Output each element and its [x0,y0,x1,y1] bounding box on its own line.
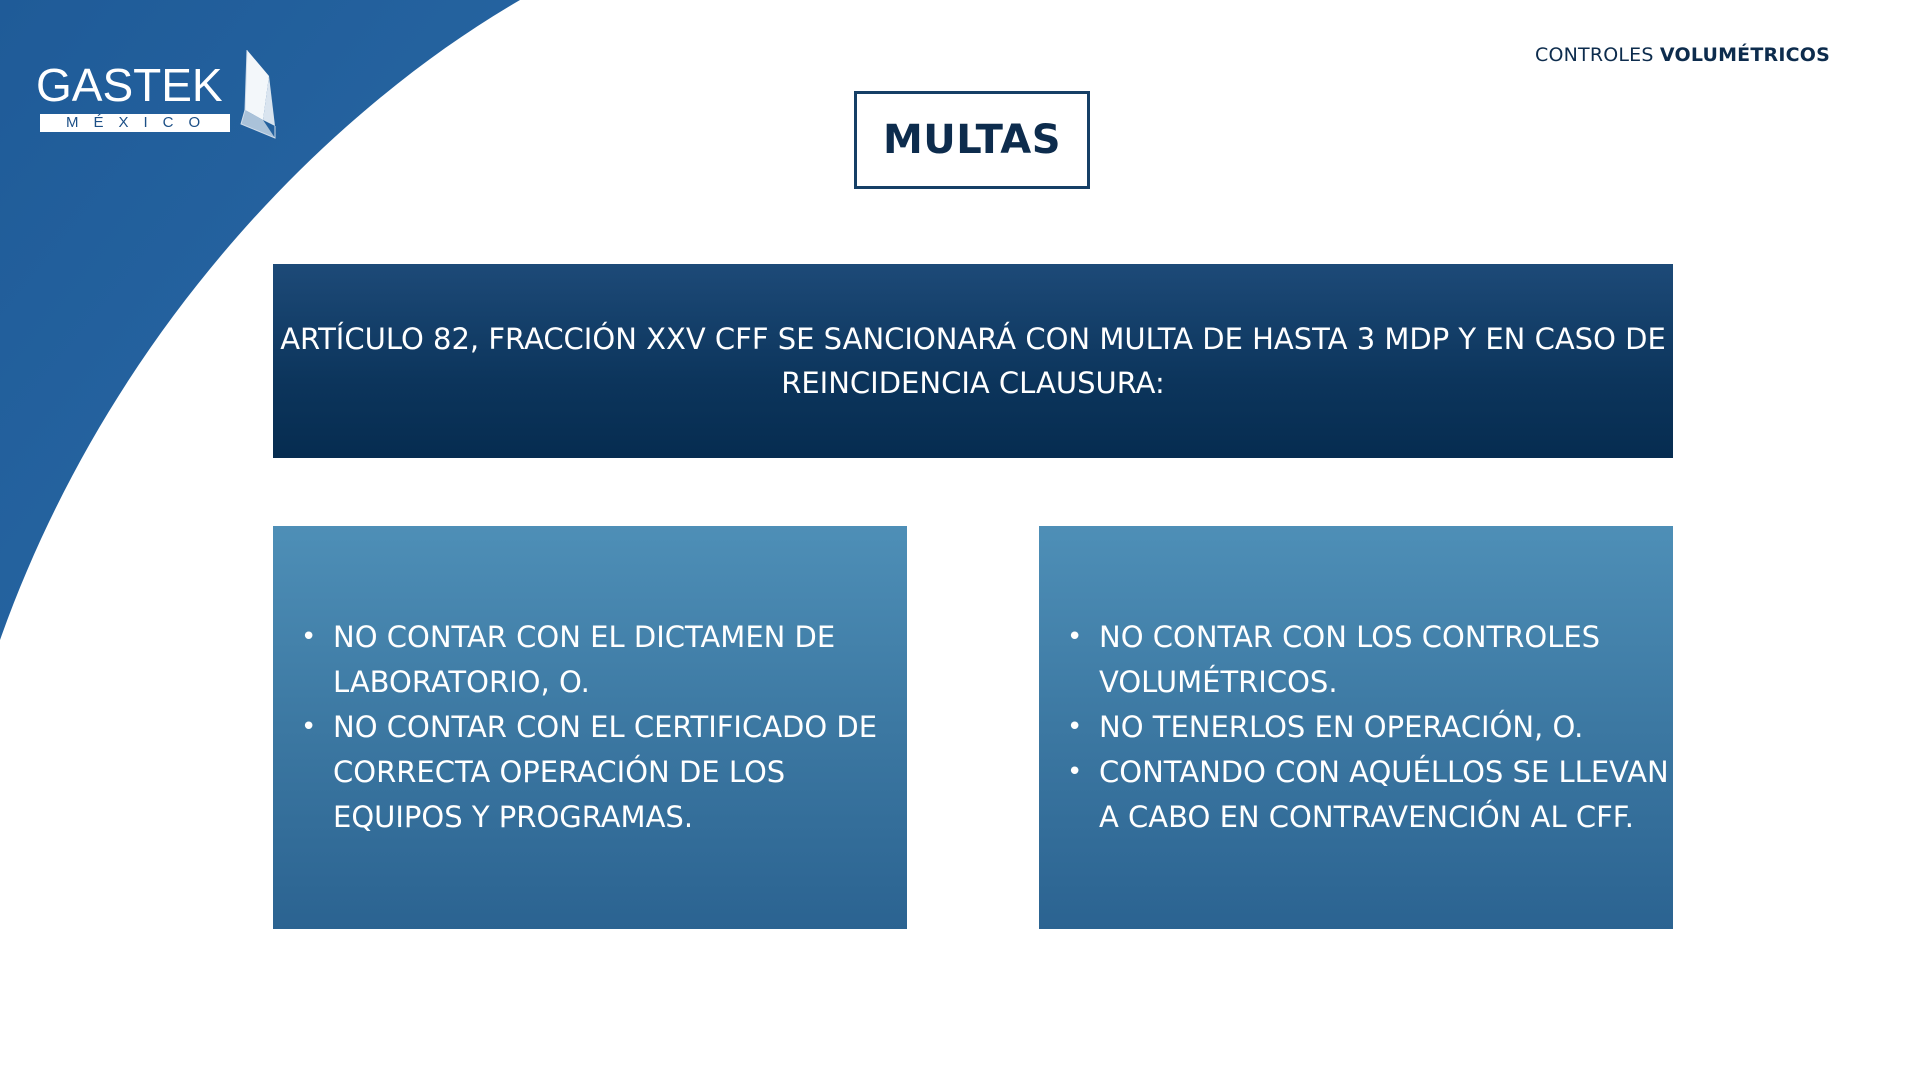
title-box [854,91,1090,189]
page-title: MULTAS [882,117,1062,163]
list-item [1067,750,1673,840]
list-item-text: CONTANDO CON AQUÉLLOS SE LLEVAN A CABO EN CONTRAVENCIÓN AL CFF. [1099,755,1669,834]
list-item [1067,705,1673,750]
left-penalty-list [273,615,907,840]
bullet-icon: • [1067,757,1083,787]
list-item-text: NO CONTAR CON LOS CONTROLES VOLUMÉTRICOS. [1099,620,1601,699]
bullet-icon: • [1067,622,1083,652]
brand-tagline-regular: CONTROLES [1535,44,1660,66]
bullet-icon: • [301,712,317,742]
list-item [1067,615,1673,705]
list-item-text: NO TENERLOS EN OPERACIÓN, O. [1099,710,1584,744]
crystal-icon [239,50,279,140]
list-item-text: NO CONTAR CON EL CERTIFICADO DE CORRECTA OPERACIÓN DE LOS EQUIPOS Y PROGRAMAS. [333,710,878,834]
brand-tagline [1535,44,1830,66]
logo-subtitle: MÉXICO [40,114,230,132]
brand-tagline-bold: VOLUMÉTRICOS [1659,44,1830,66]
bullet-icon: • [1067,712,1083,742]
logo-wordmark: GASTEK [36,59,223,111]
right-penalty-card [1039,526,1673,929]
list-item [301,615,907,705]
list-item [301,705,907,840]
right-penalty-list [1039,615,1673,840]
list-item-text: NO CONTAR CON EL DICTAMEN DE LABORATORIO, O. [333,620,836,699]
left-penalty-card [273,526,907,929]
gastek-logo [36,48,286,148]
article-banner-text: ARTÍCULO 82, FRACCIÓN XXV CFF SE SANCIONARÁ CON MULTA DE HASTA 3 MDP Y EN CASO DE REINCIDENCIA CLAUSURA: [280,322,1666,400]
article-banner [273,264,1673,458]
bullet-icon: • [301,622,317,652]
